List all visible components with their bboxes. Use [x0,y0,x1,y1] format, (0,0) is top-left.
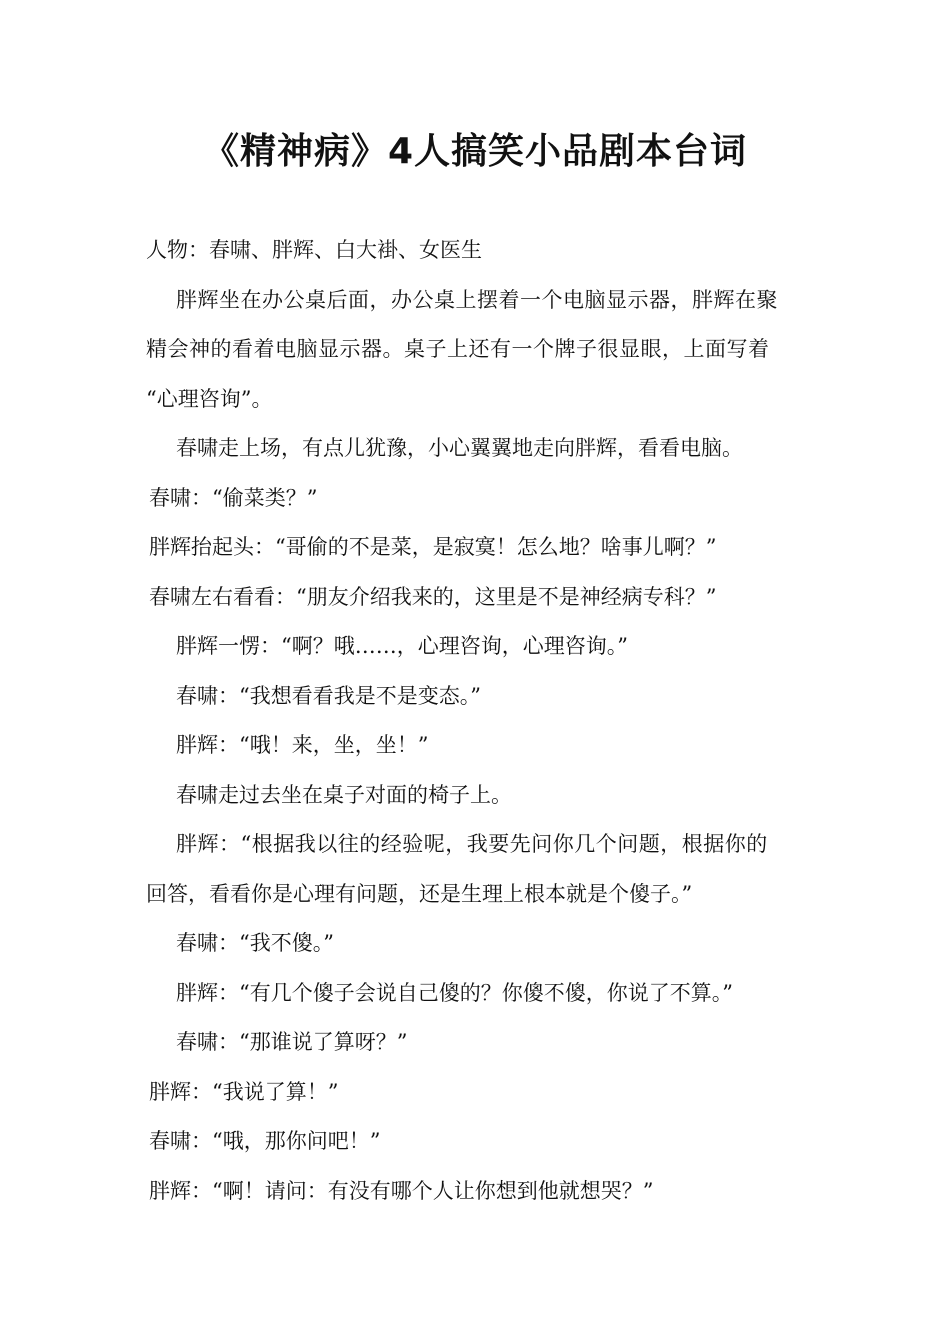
dialogue-line: 胖辉：“根据我以往的经验呢，我要先问你几个问题，根据你的 [176,832,768,856]
dialogue-line: 胖辉：“我说了算！” [149,1079,339,1104]
dialogue-line: 回答，看看你是心理有问题，还是生理上根本就是个傻子。” [146,881,693,906]
stage-direction: 胖辉坐在办公桌后面，办公桌上摆着一个电脑显示器，胖辉在聚 [176,287,778,312]
stage-direction: 春啸走上场，有点儿犹豫，小心翼翼地走向胖辉，看看电脑。 [176,436,743,460]
dialogue-line: 春啸：“偷菜类？” [149,485,318,510]
dialogue-line: 胖辉一愣：“啊？哦……，心理咨询，心理咨询。” [176,634,628,658]
dialogue-line: 春啸：“我不傻。” [176,931,334,955]
dialogue-line: 春啸：“我想看看我是不是变态。” [176,683,481,708]
dialogue-line: 胖辉：“有几个傻子会说自己傻的？你傻不傻，你说了不算。” [176,980,733,1005]
dialogue-line: 春啸：“那谁说了算呀？” [176,1030,408,1054]
dialogue-line: 胖辉抬起头：“哥偷的不是菜，是寂寞！怎么地？啥事儿啊？” [149,535,717,559]
dialogue-line: 胖辉：“哦！来，坐，坐！” [176,733,429,757]
stage-direction: 春啸走过去坐在桌子对面的椅子上。 [176,782,512,807]
dialogue-line: 春啸：“哦，那你问吧！” [149,1129,381,1153]
stage-direction: “心理咨询”。 [146,386,273,411]
dialogue-line: 胖辉：“啊！请问：有没有哪个人让你想到他就想哭？” [149,1178,654,1203]
cast-line: 人物：春啸、胖辉、白大褂、女医生 [146,238,482,262]
dialogue-line: 春啸左右看看：“朋友介绍我来的，这里是不是神经病专科？” [149,584,717,609]
stage-direction: 精会神的看着电脑显示器。桌子上还有一个牌子很显眼，上面写着 [146,337,770,361]
document-title: 《精神病》4人搞笑小品剧本台词 [202,131,748,172]
script-body [146,226,811,1216]
